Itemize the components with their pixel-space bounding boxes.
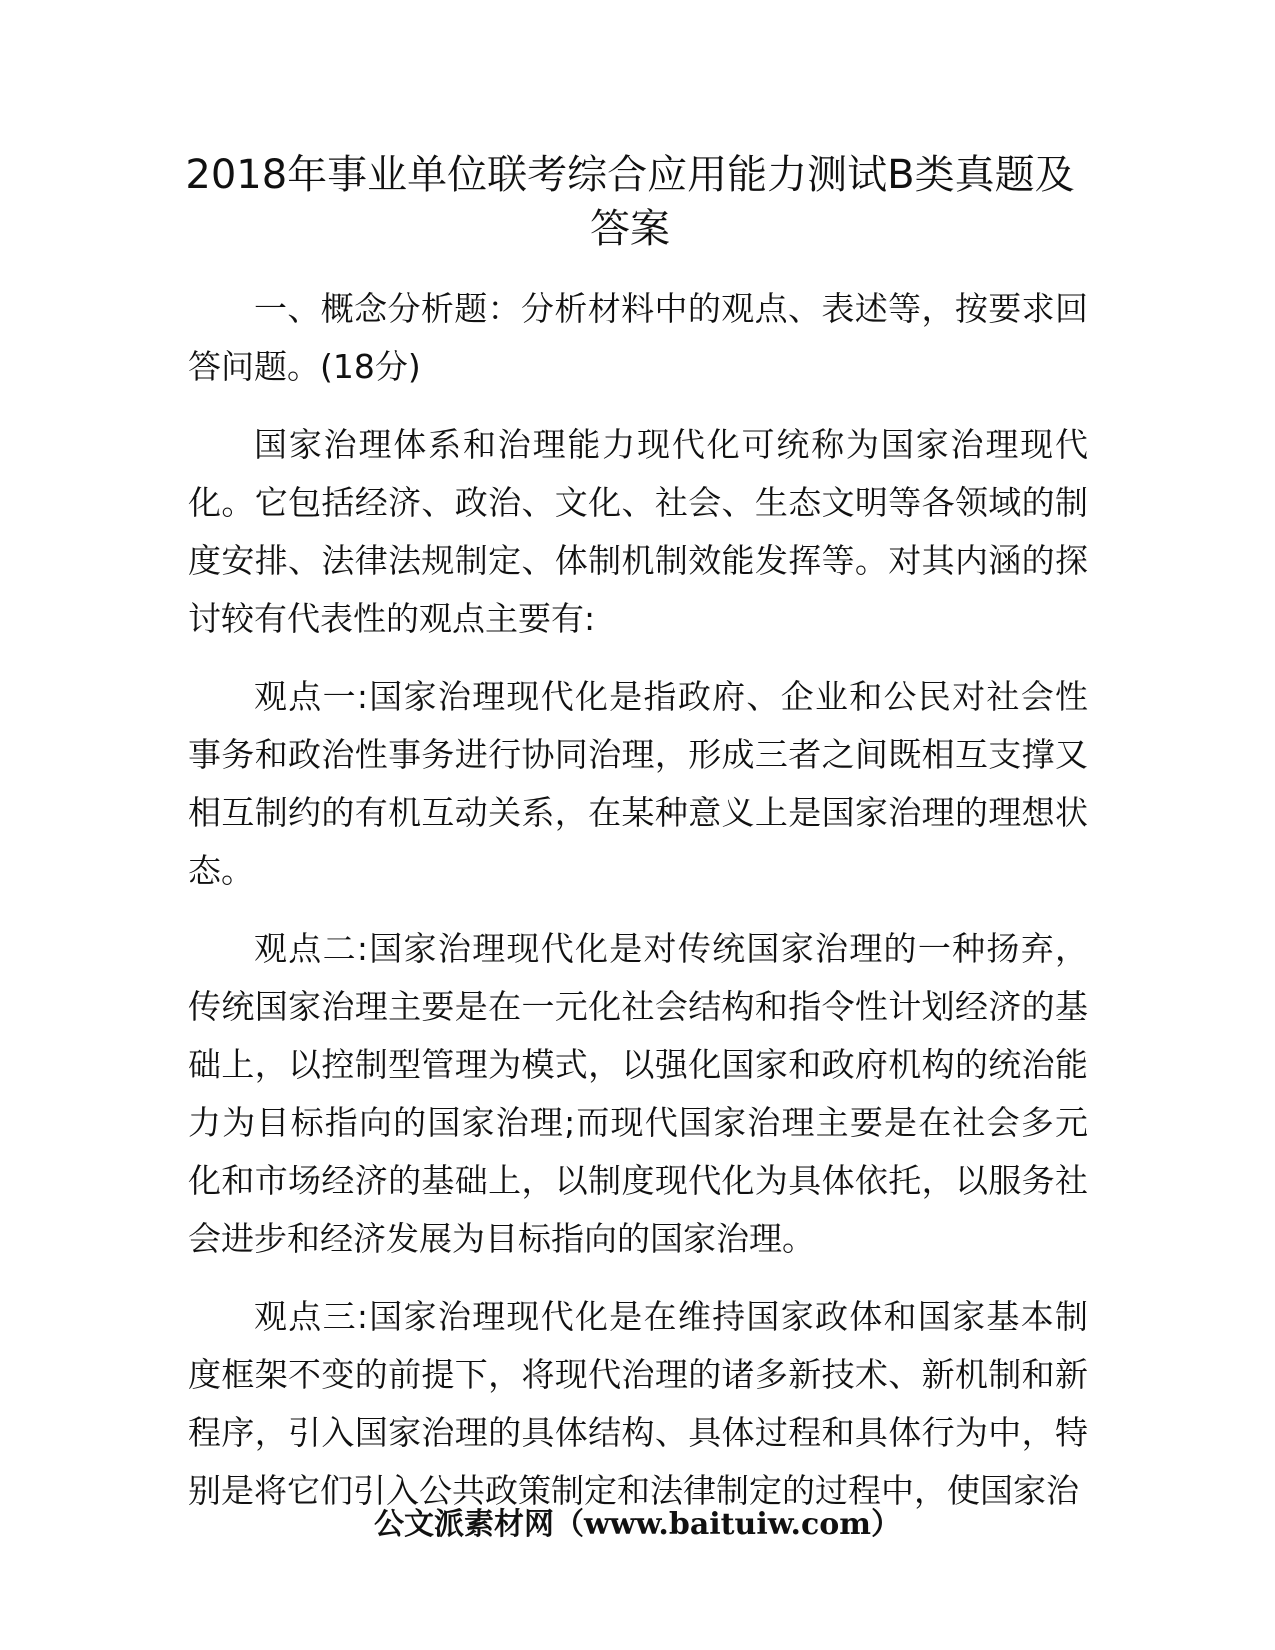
document-body	[188, 280, 1088, 1540]
viewpoint-two-paragraph: 观点二:国家治理现代化是对传统国家治理的一种扬弃，传统国家治理主要是在一元化社会结构和指令性计划经济的基础上，以控制型管理为模式，以强化国家和政府机构的统治能力为目标指向的国家治理;而现代国家治理主要是在社会多元化和市场经济的基础上，以制度现代化为具体依托，以服务社会进步和经济发展为目标指向的国家治理。	[188, 929, 1088, 1258]
intro-paragraph: 国家治理体系和治理能力现代化可统称为国家治理现代化。它包括经济、政治、文化、社会、生态文明等各领域的制度安排、法律法规制定、体制机制效能发挥等。对其内涵的探讨较有代表性的观点主要有:	[188, 425, 1088, 638]
page-footer: 公文派素材网（www.baituiw.com）	[373, 1507, 902, 1542]
viewpoint-one-paragraph: 观点一:国家治理现代化是指政府、企业和公民对社会性事务和政治性事务进行协同治理，形成三者之间既相互支撑又相互制约的有机互动关系，在某种意义上是国家治理的理想状态。	[188, 677, 1088, 890]
document-title: 2018年事业单位联考综合应用能力测试B类真题及答案	[185, 152, 1075, 252]
viewpoint-three-paragraph: 观点三:国家治理现代化是在维持国家政体和国家基本制度框架不变的前提下，将现代治理的诸多新技术、新机制和新程序，引入国家治理的具体结构、具体过程和具体行为中，特别是将它们引入公共政策制定和法律制定的过程中，使国家治	[188, 1297, 1088, 1510]
section-heading-paragraph: 一、概念分析题：分析材料中的观点、表述等，按要求回答问题。(18分)	[188, 289, 1088, 386]
